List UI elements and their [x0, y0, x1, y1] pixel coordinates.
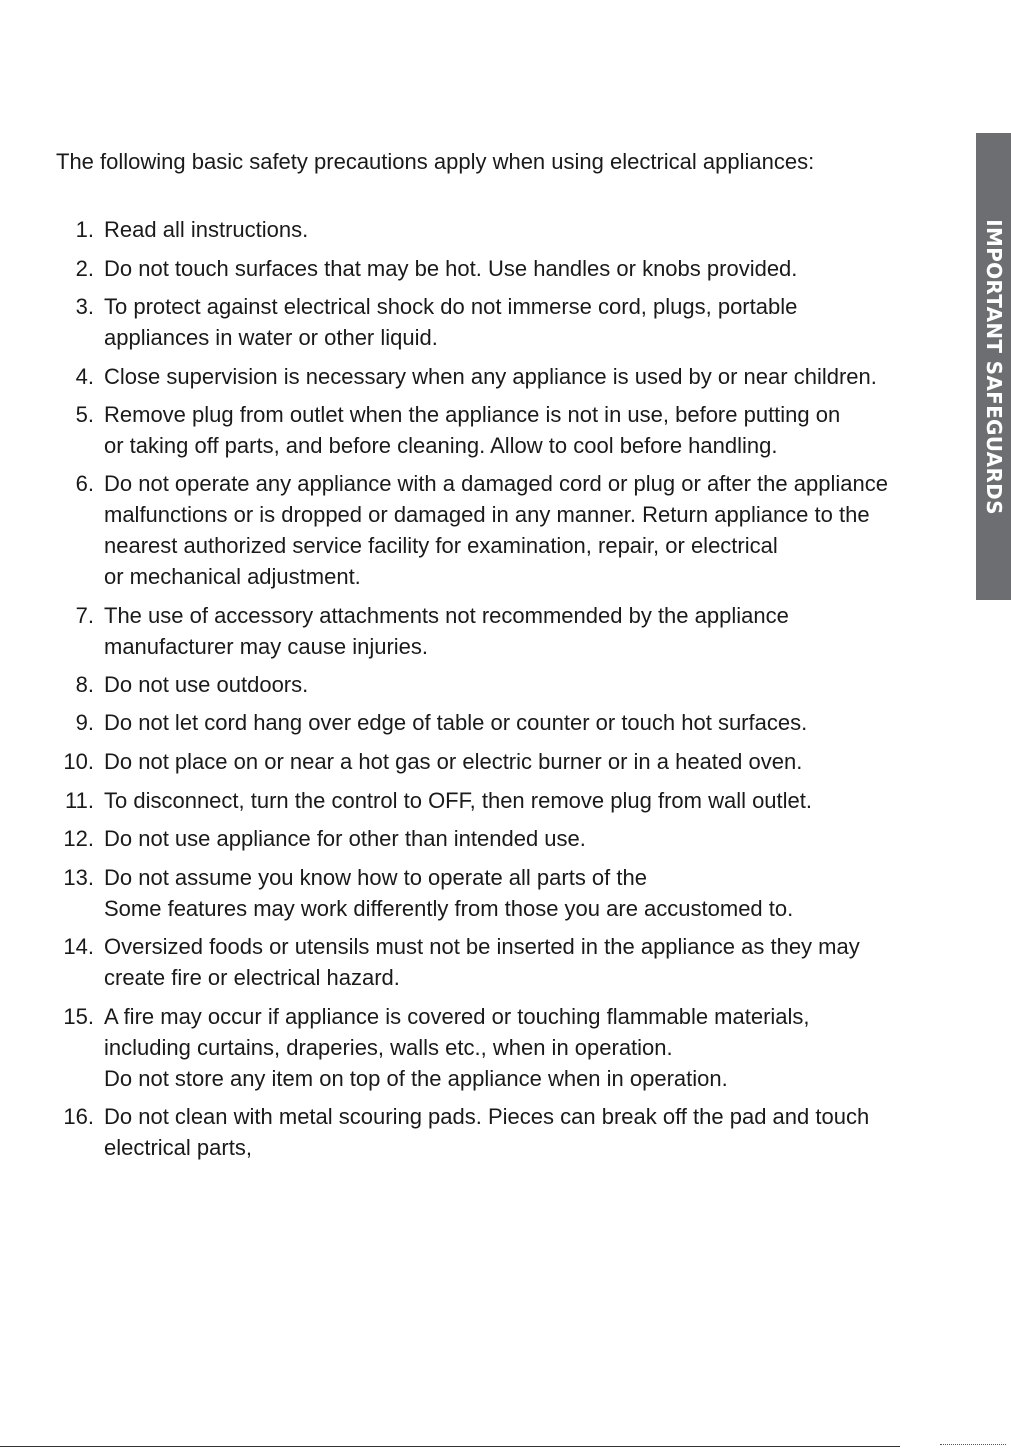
- list-item-text: [104, 785, 812, 816]
- footer-marks: [940, 1444, 1006, 1448]
- list-item-line: Do not assume you know how to operate all parts of the: [104, 865, 647, 890]
- list-item-number: 2.: [75, 256, 94, 281]
- list-item-text: [104, 361, 877, 392]
- list-item-text: [104, 600, 789, 662]
- list-item-line: Do not place on or near a hot gas or electric burner or in a heated oven.: [104, 749, 803, 774]
- list-item-line: Do not operate any appliance with a damaged cord or plug or after the appliance: [104, 471, 888, 496]
- side-section-tab: [976, 133, 1011, 600]
- list-item-text: [104, 746, 802, 777]
- list-item-line: electrical parts,: [104, 1135, 252, 1160]
- list-item-line: or taking off parts, and before cleaning. Allow to cool before handling.: [104, 433, 778, 458]
- list-item-line: Oversized foods or utensils must not be inserted in the appliance as they may: [104, 934, 860, 959]
- list-item-text: [104, 707, 807, 738]
- list-item-line: Do not let cord hang over edge of table or counter or touch hot surfaces.: [104, 710, 808, 735]
- list-item-number: 12.: [63, 826, 94, 851]
- list-item-line: To protect against electrical shock do not immerse cord, plugs, portable: [104, 294, 798, 319]
- list-item-number: 1.: [75, 217, 94, 242]
- list-item-line: malfunctions or is dropped or damaged in any manner. Return appliance to the: [104, 502, 870, 527]
- list-item-line: appliances in water or other liquid.: [104, 325, 438, 350]
- list-item-text: [104, 291, 797, 353]
- list-item-text: [104, 1101, 869, 1163]
- list-item-text: [104, 1001, 810, 1094]
- list-item-text: [104, 214, 308, 245]
- footer-rule: [0, 1446, 900, 1447]
- list-item-line: Do not store any item on top of the appliance when in operation.: [104, 1066, 728, 1091]
- list-item-line: Do not clean with metal scouring pads. Pieces can break off the pad and touch: [104, 1104, 870, 1129]
- list-item-line: Do not use outdoors.: [104, 672, 309, 697]
- list-item-number: 4.: [75, 364, 94, 389]
- list-item-text: [104, 931, 860, 993]
- list-item-line: Some features may work differently from those you are accustomed to.: [104, 896, 794, 921]
- list-item-number: 10.: [63, 749, 94, 774]
- list-item-text: [104, 669, 308, 700]
- list-item-number: 6.: [75, 471, 94, 496]
- list-item-number: 13.: [63, 865, 94, 890]
- list-item-number: 9.: [75, 710, 94, 735]
- list-item-text: [104, 253, 797, 284]
- list-item-number: 7.: [75, 603, 94, 628]
- list-item-line: create fire or electrical hazard.: [104, 965, 400, 990]
- list-item-number: 8.: [75, 672, 94, 697]
- list-item-line: nearest authorized service facility for examination, repair, or electrical: [104, 533, 778, 558]
- list-item-line: To disconnect, turn the control to OFF, then remove plug from wall outlet.: [104, 788, 813, 813]
- list-item-line: Do not touch surfaces that may be hot. Use handles or knobs provided.: [104, 256, 798, 281]
- list-item-text: [104, 399, 840, 461]
- list-item-number: 11.: [65, 788, 94, 813]
- list-item-number: 3.: [75, 294, 94, 319]
- list-item-text: [104, 862, 793, 924]
- list-item-line: including curtains, draperies, walls etc., when in operation.: [104, 1035, 673, 1060]
- list-item-number: 5.: [75, 402, 94, 427]
- list-item-line: A fire may occur if appliance is covered or touching flammable materials,: [104, 1004, 810, 1029]
- list-item-line: The use of accessory attachments not recommended by the appliance: [104, 603, 789, 628]
- list-item-line: Read all instructions.: [104, 217, 309, 242]
- list-item-line: manufacturer may cause injuries.: [104, 634, 429, 659]
- list-item-line: or mechanical adjustment.: [104, 564, 361, 589]
- list-item-text: [104, 823, 586, 854]
- list-item-number: 16.: [63, 1104, 94, 1129]
- intro-text: The following basic safety precautions apply when using electrical appliances:: [56, 149, 815, 174]
- side-tab-label: IMPORTANT SAFEGUARDS: [981, 218, 1006, 515]
- list-item-line: Do not use appliance for other than intended use.: [104, 826, 586, 851]
- list-item-number: 14.: [63, 934, 94, 959]
- list-item-line: Remove plug from outlet when the appliance is not in use, before putting on: [104, 402, 841, 427]
- list-item-number: 15.: [63, 1004, 94, 1029]
- list-item-line: Close supervision is necessary when any appliance is used by or near children.: [104, 364, 877, 389]
- list-item-text: [104, 468, 888, 592]
